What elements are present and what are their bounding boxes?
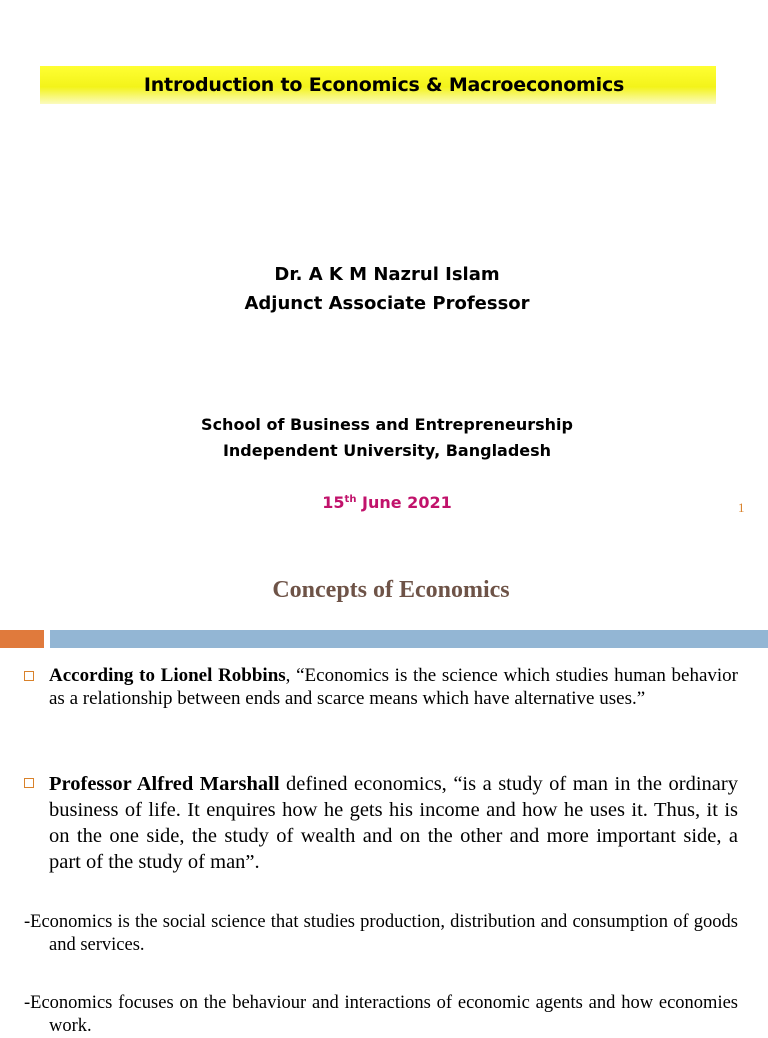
accent-bar-orange: [0, 630, 44, 648]
date-suffix: th: [344, 494, 357, 505]
bullet-text: , “Economics is the science which studies human behavior as a relationship between ends and scarce means which have alternative uses.”: [49, 665, 738, 709]
bullet-bold: According to Lionel Robbins: [49, 665, 286, 686]
slide-title: Concepts of Economics: [272, 577, 510, 603]
bullet-bold: Professor Alfred Marshall: [49, 773, 280, 795]
dash-item-text: -Economics is the social science that studies production, distribution and consumption of goods and services.: [24, 912, 738, 955]
concepts-slide: [0, 545, 768, 1036]
school-name: School of Business and Entrepreneurship: [201, 415, 573, 434]
author-position: Adjunct Associate Professor: [244, 293, 530, 314]
author-name: Dr. A K M Nazrul Islam: [274, 264, 500, 285]
page-number: 1: [738, 500, 745, 515]
date-day: 15: [322, 493, 345, 512]
bullet-text: defined economics, “is a study of man in the ordinary business of life. It enquires how he gets his income and how he uses it. Thus, it is on the one side, the study of wealth and on the other and more important side, a part of the study of man”.: [49, 773, 738, 873]
slide-title: Introduction to Economics & Macroeconomics: [143, 74, 625, 96]
square-bullet-icon: [24, 778, 34, 788]
dash-item: [24, 992, 738, 1038]
accent-bar-blue: [50, 630, 768, 648]
square-bullet-icon: [24, 671, 34, 681]
date-month-year: June 2021: [356, 493, 452, 512]
bullet-marshall: [49, 771, 738, 875]
dash-item: [24, 911, 738, 957]
dash-item-text: -Economics focuses on the behaviour and interactions of economic agents and how economies work.: [24, 993, 738, 1036]
university-name: Independent University, Bangladesh: [222, 441, 552, 460]
presentation-date: [0, 493, 768, 512]
bullet-robbins: [49, 664, 738, 710]
